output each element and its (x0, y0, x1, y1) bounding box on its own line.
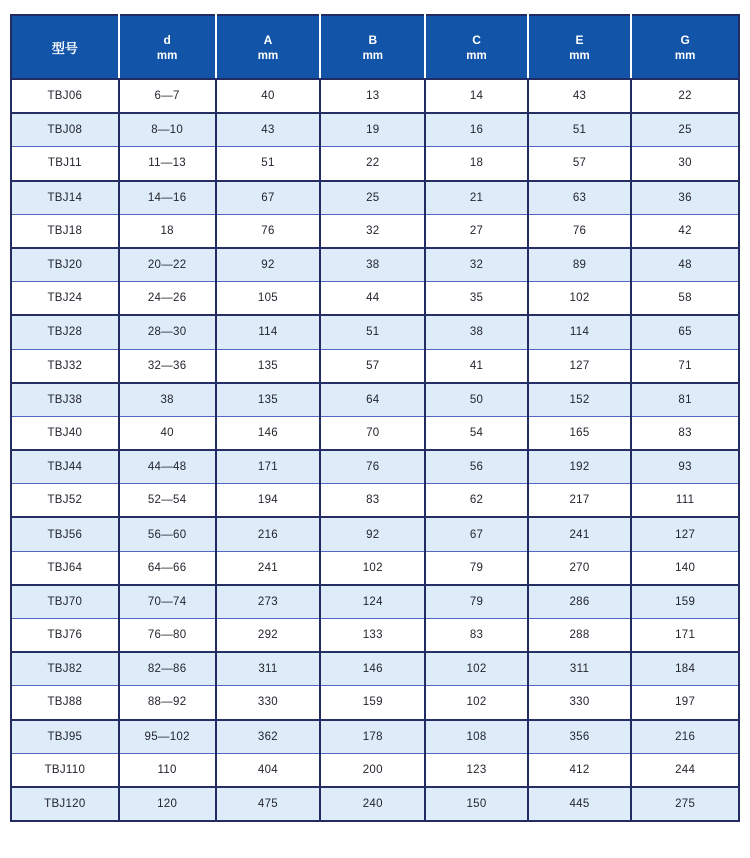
cell-model: TBJ06 (11, 79, 119, 113)
cell-d: 44—48 (119, 450, 216, 484)
cell-G: 140 (631, 551, 739, 585)
cell-G: 65 (631, 315, 739, 349)
cell-C: 102 (425, 686, 528, 720)
header-A-label: A (263, 32, 273, 47)
table-row (11, 720, 739, 754)
cell-A: 135 (216, 383, 321, 417)
cell-E: 89 (528, 248, 631, 282)
cell-E: 63 (528, 181, 631, 215)
cell-G: 159 (631, 585, 739, 619)
table-row (11, 585, 739, 619)
cell-A: 311 (216, 652, 321, 686)
cell-model: TBJ14 (11, 181, 119, 215)
cell-E: 270 (528, 551, 631, 585)
cell-d: 40 (119, 416, 216, 450)
cell-B: 92 (320, 517, 425, 551)
cell-C: 21 (425, 181, 528, 215)
cell-B: 13 (320, 79, 425, 113)
cell-C: 41 (425, 349, 528, 383)
cell-d: 95—102 (119, 720, 216, 754)
cell-A: 273 (216, 585, 321, 619)
cell-d: 56—60 (119, 517, 216, 551)
header-A-unit: mm (257, 49, 279, 62)
cell-A: 105 (216, 282, 321, 316)
table-row (11, 383, 739, 417)
cell-G: 111 (631, 484, 739, 518)
table-row (11, 517, 739, 551)
header-G-label: G (680, 32, 690, 47)
cell-A: 362 (216, 720, 321, 754)
cell-A: 135 (216, 349, 321, 383)
cell-C: 79 (425, 585, 528, 619)
header-d-unit: mm (156, 49, 178, 62)
spec-table (10, 14, 740, 822)
header-G-unit: mm (674, 49, 696, 62)
cell-B: 200 (320, 753, 425, 787)
cell-G: 216 (631, 720, 739, 754)
header-d (119, 15, 216, 79)
cell-C: 18 (425, 147, 528, 181)
cell-A: 171 (216, 450, 321, 484)
header-B (320, 15, 425, 79)
cell-C: 123 (425, 753, 528, 787)
cell-B: 102 (320, 551, 425, 585)
cell-C: 50 (425, 383, 528, 417)
table-row (11, 787, 739, 821)
cell-G: 71 (631, 349, 739, 383)
cell-G: 171 (631, 619, 739, 653)
cell-E: 288 (528, 619, 631, 653)
cell-C: 150 (425, 787, 528, 821)
cell-C: 27 (425, 214, 528, 248)
cell-model: TBJ28 (11, 315, 119, 349)
cell-G: 81 (631, 383, 739, 417)
header-C (425, 15, 528, 79)
header-C-unit: mm (466, 49, 487, 62)
cell-model: TBJ64 (11, 551, 119, 585)
table-row (11, 181, 739, 215)
cell-model: TBJ18 (11, 214, 119, 248)
cell-E: 311 (528, 652, 631, 686)
cell-model: TBJ44 (11, 450, 119, 484)
table-body (11, 79, 739, 821)
table-row (11, 214, 739, 248)
table-row (11, 753, 739, 787)
cell-C: 54 (425, 416, 528, 450)
cell-G: 93 (631, 450, 739, 484)
cell-d: 110 (119, 753, 216, 787)
table-row (11, 349, 739, 383)
cell-E: 114 (528, 315, 631, 349)
cell-E: 57 (528, 147, 631, 181)
cell-model: TBJ32 (11, 349, 119, 383)
cell-C: 35 (425, 282, 528, 316)
cell-model: TBJ52 (11, 484, 119, 518)
cell-d: 18 (119, 214, 216, 248)
cell-C: 16 (425, 113, 528, 147)
cell-C: 62 (425, 484, 528, 518)
cell-A: 76 (216, 214, 321, 248)
cell-E: 102 (528, 282, 631, 316)
cell-model: TBJ70 (11, 585, 119, 619)
cell-B: 51 (320, 315, 425, 349)
cell-A: 475 (216, 787, 321, 821)
cell-B: 57 (320, 349, 425, 383)
cell-G: 127 (631, 517, 739, 551)
header-A (216, 15, 321, 79)
cell-d: 32—36 (119, 349, 216, 383)
cell-B: 64 (320, 383, 425, 417)
cell-E: 127 (528, 349, 631, 383)
cell-model: TBJ38 (11, 383, 119, 417)
cell-C: 79 (425, 551, 528, 585)
cell-B: 32 (320, 214, 425, 248)
cell-B: 25 (320, 181, 425, 215)
cell-d: 76—80 (119, 619, 216, 653)
cell-B: 83 (320, 484, 425, 518)
cell-A: 404 (216, 753, 321, 787)
cell-model: TBJ110 (11, 753, 119, 787)
cell-model: TBJ40 (11, 416, 119, 450)
header-E-label: E (575, 32, 584, 47)
cell-d: 88—92 (119, 686, 216, 720)
cell-B: 146 (320, 652, 425, 686)
cell-E: 241 (528, 517, 631, 551)
cell-d: 64—66 (119, 551, 216, 585)
cell-G: 197 (631, 686, 739, 720)
cell-B: 19 (320, 113, 425, 147)
cell-E: 165 (528, 416, 631, 450)
table-row (11, 282, 739, 316)
cell-E: 43 (528, 79, 631, 113)
cell-d: 11—13 (119, 147, 216, 181)
cell-model: TBJ56 (11, 517, 119, 551)
cell-G: 25 (631, 113, 739, 147)
table-row (11, 619, 739, 653)
cell-G: 36 (631, 181, 739, 215)
table-row (11, 79, 739, 113)
header-d-label: d (163, 32, 171, 47)
cell-C: 108 (425, 720, 528, 754)
cell-E: 356 (528, 720, 631, 754)
cell-d: 14—16 (119, 181, 216, 215)
header-model-label: 型号 (51, 40, 78, 56)
cell-G: 184 (631, 652, 739, 686)
table-row (11, 450, 739, 484)
cell-B: 76 (320, 450, 425, 484)
cell-E: 286 (528, 585, 631, 619)
cell-A: 67 (216, 181, 321, 215)
cell-G: 22 (631, 79, 739, 113)
cell-C: 83 (425, 619, 528, 653)
table-row (11, 484, 739, 518)
cell-A: 241 (216, 551, 321, 585)
table-row (11, 686, 739, 720)
cell-E: 412 (528, 753, 631, 787)
cell-E: 152 (528, 383, 631, 417)
cell-G: 275 (631, 787, 739, 821)
cell-G: 83 (631, 416, 739, 450)
table-header (11, 15, 739, 79)
cell-E: 445 (528, 787, 631, 821)
header-C-label: C (472, 32, 481, 47)
cell-d: 6—7 (119, 79, 216, 113)
header-model (11, 15, 119, 79)
cell-d: 38 (119, 383, 216, 417)
cell-model: TBJ08 (11, 113, 119, 147)
cell-C: 38 (425, 315, 528, 349)
cell-model: TBJ76 (11, 619, 119, 653)
cell-C: 14 (425, 79, 528, 113)
table-row (11, 113, 739, 147)
cell-B: 240 (320, 787, 425, 821)
cell-G: 30 (631, 147, 739, 181)
header-B-unit: mm (362, 49, 384, 62)
cell-model: TBJ20 (11, 248, 119, 282)
cell-model: TBJ88 (11, 686, 119, 720)
cell-model: TBJ82 (11, 652, 119, 686)
cell-model: TBJ120 (11, 787, 119, 821)
cell-C: 56 (425, 450, 528, 484)
cell-A: 216 (216, 517, 321, 551)
cell-G: 42 (631, 214, 739, 248)
table-row (11, 551, 739, 585)
cell-A: 114 (216, 315, 321, 349)
cell-C: 102 (425, 652, 528, 686)
cell-B: 44 (320, 282, 425, 316)
cell-B: 124 (320, 585, 425, 619)
table-row (11, 416, 739, 450)
cell-A: 194 (216, 484, 321, 518)
cell-G: 244 (631, 753, 739, 787)
header-B-label: B (368, 32, 378, 47)
cell-E: 51 (528, 113, 631, 147)
table-row (11, 248, 739, 282)
cell-model: TBJ11 (11, 147, 119, 181)
table-row (11, 652, 739, 686)
cell-E: 76 (528, 214, 631, 248)
cell-A: 43 (216, 113, 321, 147)
cell-A: 330 (216, 686, 321, 720)
cell-A: 146 (216, 416, 321, 450)
cell-B: 38 (320, 248, 425, 282)
cell-C: 67 (425, 517, 528, 551)
cell-d: 28—30 (119, 315, 216, 349)
cell-d: 70—74 (119, 585, 216, 619)
header-E (528, 15, 631, 79)
cell-E: 217 (528, 484, 631, 518)
cell-B: 70 (320, 416, 425, 450)
cell-d: 20—22 (119, 248, 216, 282)
table-row (11, 147, 739, 181)
cell-B: 22 (320, 147, 425, 181)
cell-d: 52—54 (119, 484, 216, 518)
cell-d: 82—86 (119, 652, 216, 686)
cell-d: 24—26 (119, 282, 216, 316)
header-E-unit: mm (569, 49, 590, 62)
table-row (11, 315, 739, 349)
cell-E: 330 (528, 686, 631, 720)
cell-E: 192 (528, 450, 631, 484)
cell-C: 32 (425, 248, 528, 282)
cell-A: 40 (216, 79, 321, 113)
cell-B: 159 (320, 686, 425, 720)
cell-model: TBJ24 (11, 282, 119, 316)
cell-d: 8—10 (119, 113, 216, 147)
cell-B: 178 (320, 720, 425, 754)
cell-A: 92 (216, 248, 321, 282)
cell-A: 51 (216, 147, 321, 181)
header-G (631, 15, 739, 79)
cell-A: 292 (216, 619, 321, 653)
header-row (11, 15, 739, 79)
cell-d: 120 (119, 787, 216, 821)
cell-model: TBJ95 (11, 720, 119, 754)
cell-B: 133 (320, 619, 425, 653)
cell-G: 48 (631, 248, 739, 282)
cell-G: 58 (631, 282, 739, 316)
